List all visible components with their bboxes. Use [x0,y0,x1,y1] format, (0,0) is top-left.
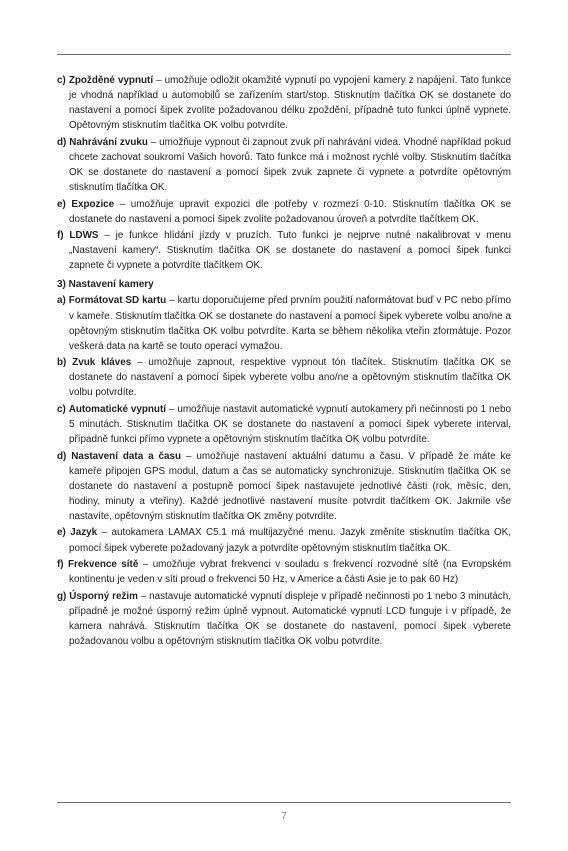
item-term: Nahrávání zvuku [69,136,148,148]
item-marker: f) [57,230,64,242]
item-text: – umožňuje nastavit automatické vypnutí autokamery při nečinnosti po 1 nebo 5 minutách. Stisknutím tlačítka OK se dostanete do nastavení a pomocí šipek vyberete interval, případně funkci přímo vypnete a opětovným stisknutím tlačítka OK volbu potvrdíte. [69,403,511,446]
item-marker: d) [57,450,67,462]
list-item [57,589,511,649]
item-text: – umožňuje odložit okamžité vypnutí po vypojení kamery z napájení. Tato funkce je vhodná například u automobilů se zařízením start/stop. Stisknutím tlačítka OK se dostanete do nastavení a pomocí šipek zvolíte požadovanou délku zpoždění, případně tuto funkci úplně vypnete. Opětovným stisknutím tlačítka OK volbu potvrdíte. [69,75,512,132]
item-marker: e) [57,527,66,539]
item-text: – kartu doporučujeme před prvním použití naformátovat buď v PC nebo přímo v kameře. Stisknutím tlačítka OK se dostanete do nastavení a pomocí šipek vyberete volbu ano/ne a opětovným stisknutím tlačítka OK volbu potvrdíte. Karta se během několika vteřin zformátuje. Pozor veškerá data na kartě se touto operací vymažou. [69,295,511,352]
item-text: – umožňuje vypnout či zapnout zvuk při nahrávání videa. Vhodné například pokud chcete zachovat soukromí Vašich hovorů. Tato funkce má i možnost rychlé volby. Stisknutím tlačítka OK se dostanete do nastavení a pomocí šipek zvuk zapnete či vypnete a potvrdíte opětovným stisknutím tlačítka OK. [69,136,511,194]
list-item [57,355,511,400]
page-content [57,73,511,650]
item-term: Úsporný režim [69,590,138,602]
item-text: – autokamera LAMAX C5.1 má multijazyčné menu. Jazyk změníte stisknutím tlačítka OK, pomocí šipek vyberete požadovaný jazyk a potvrdíte opětovným stisknutím tlačítka OK. [69,527,511,554]
camera-settings-list [57,293,511,649]
item-text: – umožňuje vybrat frekvenci v souladu s frekvencí rozvodné sítě (na Evropském kontinentu je veden v síti proud o frekvenci 50 Hz, v Americe a části Asie je to pak 60 Hz) [69,559,511,586]
header-rule [57,54,511,55]
item-text: – umožňuje upravit expozici dle potřeby v rozmezí 0-10. Stisknutím tlačítka OK se dostanete do nastavení a pomocí šipek zvolíte požadovanou úroveň a potvrdíte tlačítkem OK. [69,198,511,225]
item-text: – je funkce hlídání jízdy v pruzích. Tuto funkci je nejprve nutné nakalibrovat v menu „Nastavení kamery“. Stisknutím tlačítka OK se dostanete do nastavení a pomocí šipek funkci zapnete či vypnete a potvrdíte tlačítkem OK. [69,230,511,272]
item-marker: b) [57,357,67,369]
list-item [57,402,511,447]
item-term: Jazyk [70,527,98,539]
item-term: Zpožděné vypnutí [68,75,154,86]
list-item [57,293,511,353]
item-marker: e) [57,198,66,210]
item-term: Formátovat SD kartu [68,295,167,307]
list-item [57,197,511,227]
item-term: Expozice [71,198,115,210]
list-item [57,449,511,524]
item-marker: f) [57,559,64,571]
settings-list-continued [57,73,511,273]
item-marker: c) [57,403,66,415]
list-item [57,73,511,133]
list-item [57,557,511,587]
item-marker: c) [57,75,66,86]
item-term: Automatické vypnutí [68,403,166,415]
list-item [57,135,511,195]
item-term: Frekvence sítě [68,559,139,571]
item-text: – umožňuje nastavení aktuální datumu a času. V případě že máte ke kameře připojen GPS modul, datum a čas se automaticky synchronizuje. Stisknutím tlačítka OK se dostanete do nastavení a postupně pomocí šipek nastavujete jednotlivé části (rok, měsíc, den, hodiny, minuty a vteřiny). Každé jednotlivé nastavení musíte potvrdit tlačítkem OK. Jakmile vše nastavíte, opětovným stisknutím tlačítka OK změny potvrdíte. [69,450,511,522]
item-text: – nastavuje automatické vypnutí displeje v případě nečinnosti po 1 nebo 3 minutách, případně je možné úsporný režim úplně vypnout. Automatické vypnutí LCD funguje i v případě, že kamera nahrává. Stisknutím tlačítka OK se dostanete do nastavení, pomocí šipek vyberete požadovanou volbu a opětovným stisknutím tlačítka OK volbu potvrdíte. [69,590,511,647]
list-item [57,525,511,555]
page-number: 7 [281,810,287,822]
section-heading: 3) Nastavení kamery [57,279,154,291]
footer-rule [57,802,511,803]
item-marker: g) [57,590,67,602]
item-term: Zvuk kláves [72,357,132,369]
item-term: Nastavení data a času [71,450,182,462]
item-term: LDWS [69,230,99,242]
item-text: – umožňuje zapnout, respektive vypnout tón tlačítek. Stisknutím tlačítka OK se dostanete do nastavení a pomocí šipek vyberete volbu ano/ne a opětovným stisknutím tlačítka OK volbu potvrdíte. [69,357,512,399]
list-item [57,228,511,273]
item-marker: d) [57,136,67,148]
item-marker: a) [57,295,66,307]
